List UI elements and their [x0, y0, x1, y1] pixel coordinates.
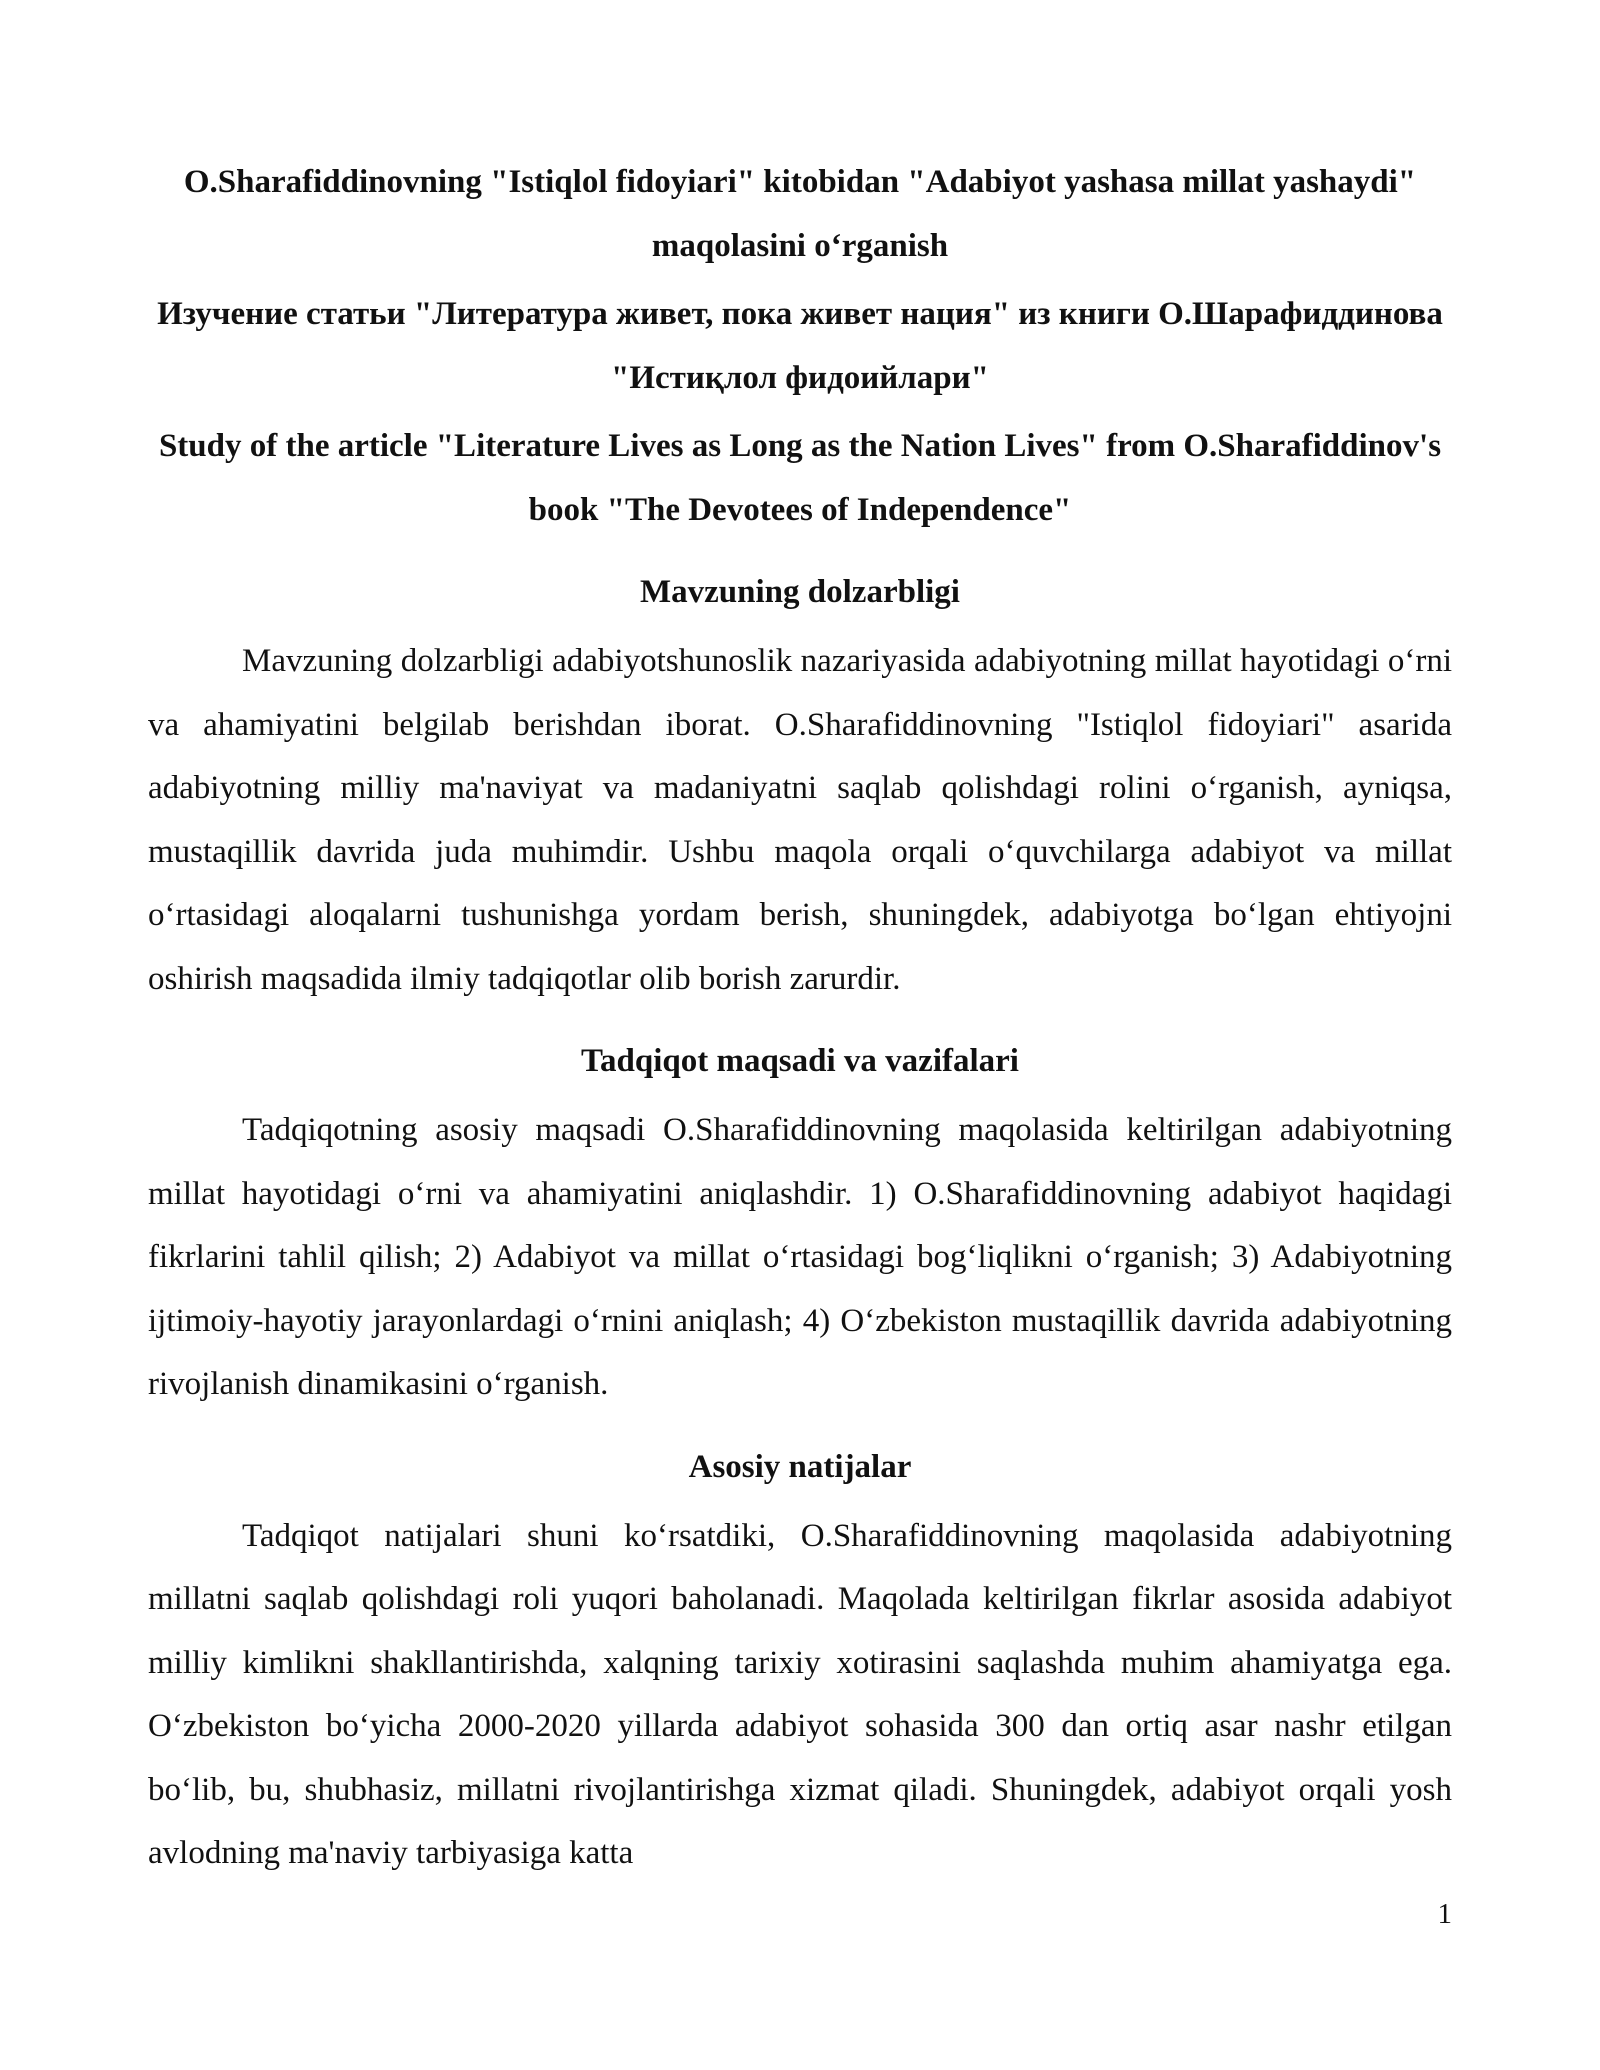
page-number: 1 [1437, 1898, 1452, 1930]
title-uzbek: O.Sharafiddinovning "Istiqlol fidoyiari" kitobidan "Adabiyot yashasa millat yashaydi" maqolasini o‘rganish [183, 164, 1417, 264]
title-russian: Изучение статьи "Литература живет, пока живет нация" из книги О.Шарафиддинова "Истиқлол фидоийлари" [157, 296, 1443, 396]
section-text-results: Tadqiqot natijalari shuni ko‘rsatdiki, O.Sharafiddinovning maqolasida adabiyotning millatni saqlab qolishdagi roli yuqori baholanadi. Maqolada keltirilgan fikrlar asosida adabiyot milliy kimlikni shakllantirishda, xalqning tarixiy xotirasini saqlashda muhim ahamiyatga ega. O‘zbekiston bo‘yicha 2000-2020 yillarda adabiyot sohasida 300 dan ortiq asar nashr etilgan bo‘lib, bu, shubhasiz, millatni rivojlantirishga xizmat qiladi. Shuningdek, adabiyot orqali yosh avlodning ma'naviy tarbiyasiga katta [148, 1517, 1452, 1871]
title-english: Study of the article "Literature Lives as Long as the Nation Lives" from O.Sharafiddinov's book "The Devotees of Independence" [158, 428, 1442, 528]
section-text-goals: Tadqiqotning asosiy maqsadi O.Sharafiddinovning maqolasida keltirilgan adabiyotning millat hayotidagi o‘rni va ahamiyatini aniqlashdir. 1) O.Sharafiddinovning adabiyot haqidagi fikrlarini tahlil qilish; 2) Adabiyot va millat o‘rtasidagi bog‘liqlikni o‘rganish; 3) Adabiyotning ijtimoiy-hayotiy jarayonlardagi o‘rnini aniqlash; 4) O‘zbekiston mustaqillik davrida adabiyotning rivojlanish dinamikasini o‘rganish. [148, 1112, 1452, 1402]
section-text-relevance: Mavzuning dolzarbligi adabiyotshunoslik nazariyasida adabiyotning millat hayotidagi o‘rni va ahamiyatini belgilab berishdan iborat. O.Sharafiddinovning "Istiqlol fidoyiari" asarida adabiyotning milliy ma'naviyat va madaniyatni saqlab qolishdagi rolini o‘rganish, ayniqsa, mustaqillik davrida juda muhimdir. Ushbu maqola orqali o‘quvchilarga adabiyot va millat o‘rtasidagi aloqalarni tushunishga yordam berish, shuningdek, adabiyotga bo‘lgan ehtiyojni oshirish maqsadida ilmiy tadqiqotlar olib borish zarurdir. [148, 643, 1452, 997]
section-heading-goals: Tadqiqot maqsadi va vazifalari [581, 1043, 1019, 1079]
section-heading-relevance: Mavzuning dolzarbligi [640, 574, 960, 610]
section-heading-results: Asosiy natijalar [688, 1448, 912, 1485]
document-page [148, 150, 1452, 1886]
